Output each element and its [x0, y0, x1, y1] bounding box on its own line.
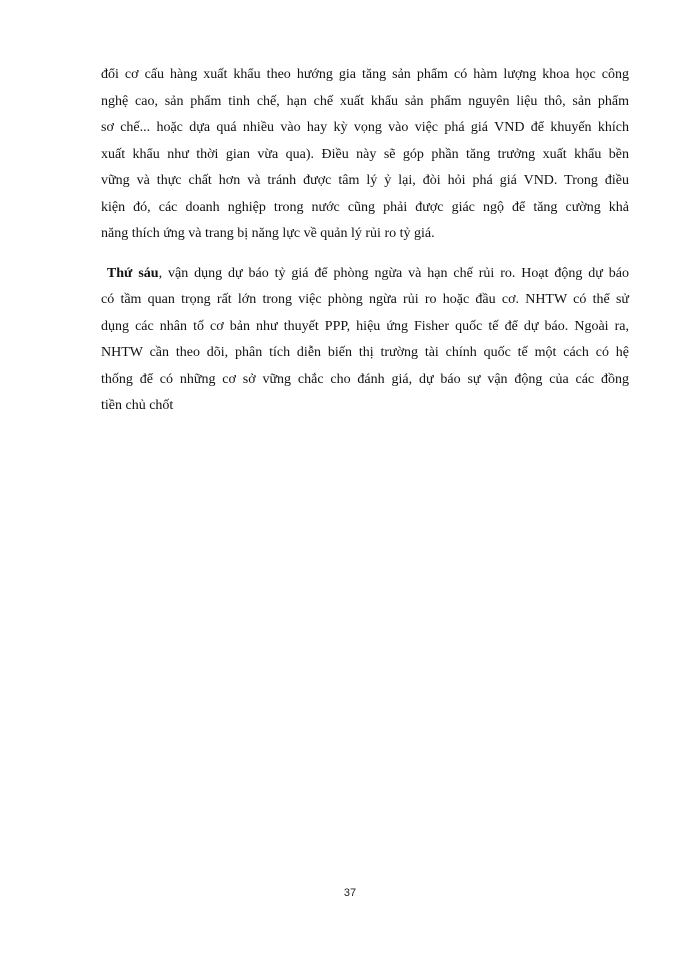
text-line-first — [101, 261, 629, 288]
text-line: sơ chế... hoặc dựa quá nhiều vào hay kỳ vọng vào việc phá giá VND để khuyến khích — [101, 120, 629, 135]
text-line: có tầm quan trọng rất lớn trong việc phòng ngừa rủi ro hoặc đầu cơ. NHTW có thể sử — [101, 292, 629, 307]
text-line: kiện đó, các doanh nghiệp trong nước cũng phải được giác ngộ để tăng cường khả — [101, 199, 629, 215]
document-body — [101, 62, 629, 420]
text-line: dụng các nhân tố cơ bản như thuyết PPP, hiệu ứng Fisher quốc tế để dự báo. Ngoài ra, — [101, 318, 629, 334]
text-line: NHTW cần theo dõi, phân tích diễn biến thị trường tài chính quốc tế một cách có hệ — [101, 345, 629, 360]
text-line: nghệ cao, sản phẩm tinh chế, hạn chế xuất khẩu sản phẩm nguyên liệu thô, sản phẩm — [101, 93, 629, 109]
text-line: thống để có những cơ sở vững chắc cho đánh giá, dự báo sự vận động của các đồng — [101, 371, 629, 387]
text-line: vững và thực chất hơn và tránh được tâm lý ỷ lại, đòi hỏi phá giá VND. Trong điều — [101, 173, 629, 188]
paragraph-sixth-measure — [101, 261, 629, 420]
text-line: năng thích ứng và trang bị năng lực về quản lý rủi ro tỷ giá. — [101, 226, 435, 241]
paragraph-export-structure — [101, 62, 629, 248]
page-number: 37 — [343, 887, 357, 899]
text-line: xuất khẩu như thời gian vừa qua). Điều này sẽ góp phần tăng trưởng xuất khẩu bền — [101, 146, 629, 162]
text-line: đổi cơ cấu hàng xuất khẩu theo hướng gia tăng sản phẩm có hàm lượng khoa học công — [101, 67, 629, 82]
text-line-rest: , vận dụng dự báo tỷ giá để phòng ngừa và hạn chế rủi ro. Hoạt động dự báo — [158, 265, 629, 281]
text-line: tiền chủ chốt — [101, 398, 174, 413]
section-lead-bold: Thứ sáu — [106, 265, 159, 281]
